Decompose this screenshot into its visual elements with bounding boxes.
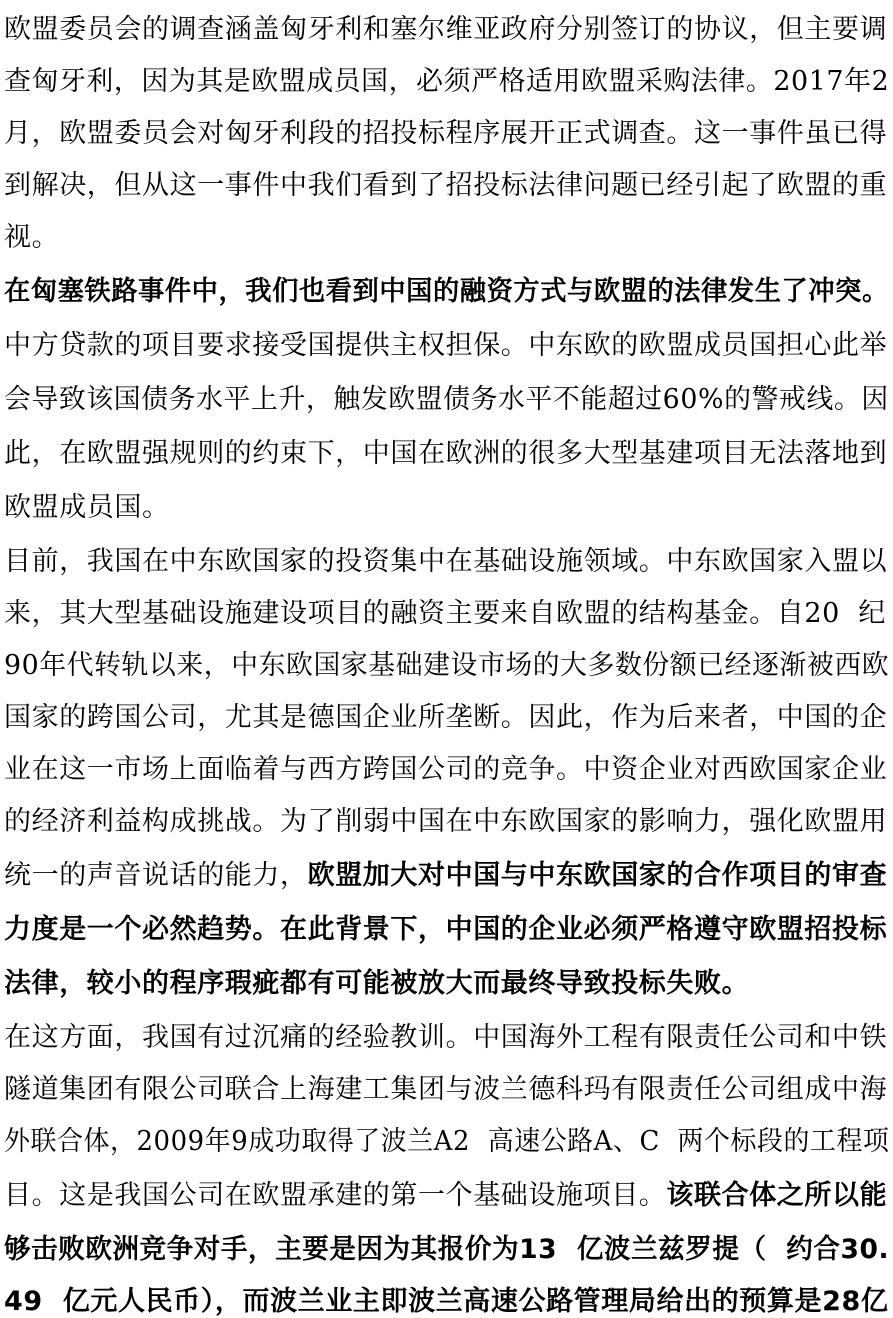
text-segment: 目前，我国在中东欧国家的投资集中在基础设施领域。中东欧国家入盟以 <box>4 546 888 577</box>
text-line <box>4 478 170 538</box>
document-page <box>4 0 889 1318</box>
text-segment: 欧盟成员国。 <box>4 492 170 523</box>
text-line <box>4 792 887 852</box>
text-line <box>4 104 887 164</box>
text-line <box>4 0 887 60</box>
bold-text-segment: 欧盟加大对中国与中东欧国家的合作项目的审查 <box>307 860 888 891</box>
text-line <box>4 370 889 430</box>
text-line <box>4 1272 888 1318</box>
text-line <box>4 532 887 592</box>
text-segment: 来，其大型基础设施建设项目的融资主要来自欧盟的结构基金。自20 纪 <box>4 598 886 629</box>
text-segment: 中方贷款的项目要求接受国提供主权担保。中东欧的欧盟成员国担心此举 <box>4 330 888 361</box>
text-line <box>4 846 887 906</box>
text-segment: 月，欧盟委员会对匈牙利段的招投标程序展开正式调查。这一事件虽已得 <box>4 118 888 149</box>
text-line <box>4 636 889 696</box>
bold-text-segment: 力度是一个必然趋势。在此背景下，中国的企业必须严格遵守欧盟招投标 <box>4 914 888 945</box>
text-line <box>4 424 887 484</box>
text-line <box>4 740 887 800</box>
text-segment: 外联合体，2009年9成功取得了波兰A2 高速公路A、C 两个标段的工程项 <box>4 1126 889 1157</box>
bold-text-segment: 49 亿元人民币），而波兰业主即波兰高速公路管理局给出的预算是28亿 <box>4 1286 889 1317</box>
text-line <box>4 316 887 376</box>
text-line <box>4 1112 889 1172</box>
text-segment: 到解决，但从这一事件中我们看到了招投标法律问题已经引起了欧盟的重 <box>4 170 888 201</box>
text-line <box>4 584 886 644</box>
text-segment: 90年代转轨以来，中东欧国家基础建设市场的大多数份额已经逐渐被西欧 <box>4 650 889 681</box>
text-line <box>4 156 887 216</box>
text-line <box>4 1166 887 1226</box>
text-segment: 业在这一市场上面临着与西方跨国公司的竞争。中资企业对西欧国家企业 <box>4 754 888 785</box>
text-segment: 查匈牙利，因为其是欧盟成员国，必须严格适用欧盟采购法律。2017年2 <box>4 66 889 97</box>
text-line <box>4 688 887 748</box>
bold-text-segment: 够击败欧洲竞争对手，主要是因为其报价为13 亿波兰兹罗提（ 约合30. <box>4 1234 889 1265</box>
bold-text-segment: 在匈塞铁路事件中，我们也看到中国的融资方式与欧盟的法律发生了冲突。 <box>4 276 889 307</box>
text-line <box>4 900 887 960</box>
bold-text-segment: 法律，较小的程序瑕疵都有可能被放大而最终导致投标失败。 <box>4 968 750 999</box>
text-line <box>4 262 889 322</box>
text-segment: 视。 <box>4 222 60 253</box>
text-segment: 隧道集团有限公司联合上海建工集团与波兰德科玛有限责任公司组成中海 <box>4 1074 888 1105</box>
text-segment: 统一的声音说话的能力， <box>4 860 308 891</box>
text-line <box>4 1008 887 1068</box>
text-segment: 欧盟委员会的调查涵盖匈牙利和塞尔维亚政府分别签订的协议，但主要调 <box>4 14 888 45</box>
text-segment: 的经济利益构成挑战。为了削弱中国在中东欧国家的影响力，强化欧盟用 <box>4 806 888 837</box>
text-segment: 在这方面，我国有过沉痛的经验教训。中国海外工程有限责任公司和中铁 <box>4 1022 888 1053</box>
text-line <box>4 208 59 268</box>
text-line <box>4 52 889 112</box>
text-line <box>4 1060 887 1120</box>
text-segment: 国家的跨国公司，尤其是德国企业所垄断。因此，作为后来者，中国的企 <box>4 702 888 733</box>
text-segment: 目。这是我国公司在欧盟承建的第一个基础设施项目。 <box>4 1180 667 1211</box>
bold-text-segment: 该联合体之所以能 <box>666 1180 888 1211</box>
text-segment: 会导致该国债务水平上升，触发欧盟债务水平不能超过60%的警戒线。因 <box>4 384 889 415</box>
text-line <box>4 954 749 1014</box>
text-line <box>4 1220 889 1280</box>
text-segment: 此，在欧盟强规则的约束下，中国在欧洲的很多大型基建项目无法落地到 <box>4 438 888 469</box>
